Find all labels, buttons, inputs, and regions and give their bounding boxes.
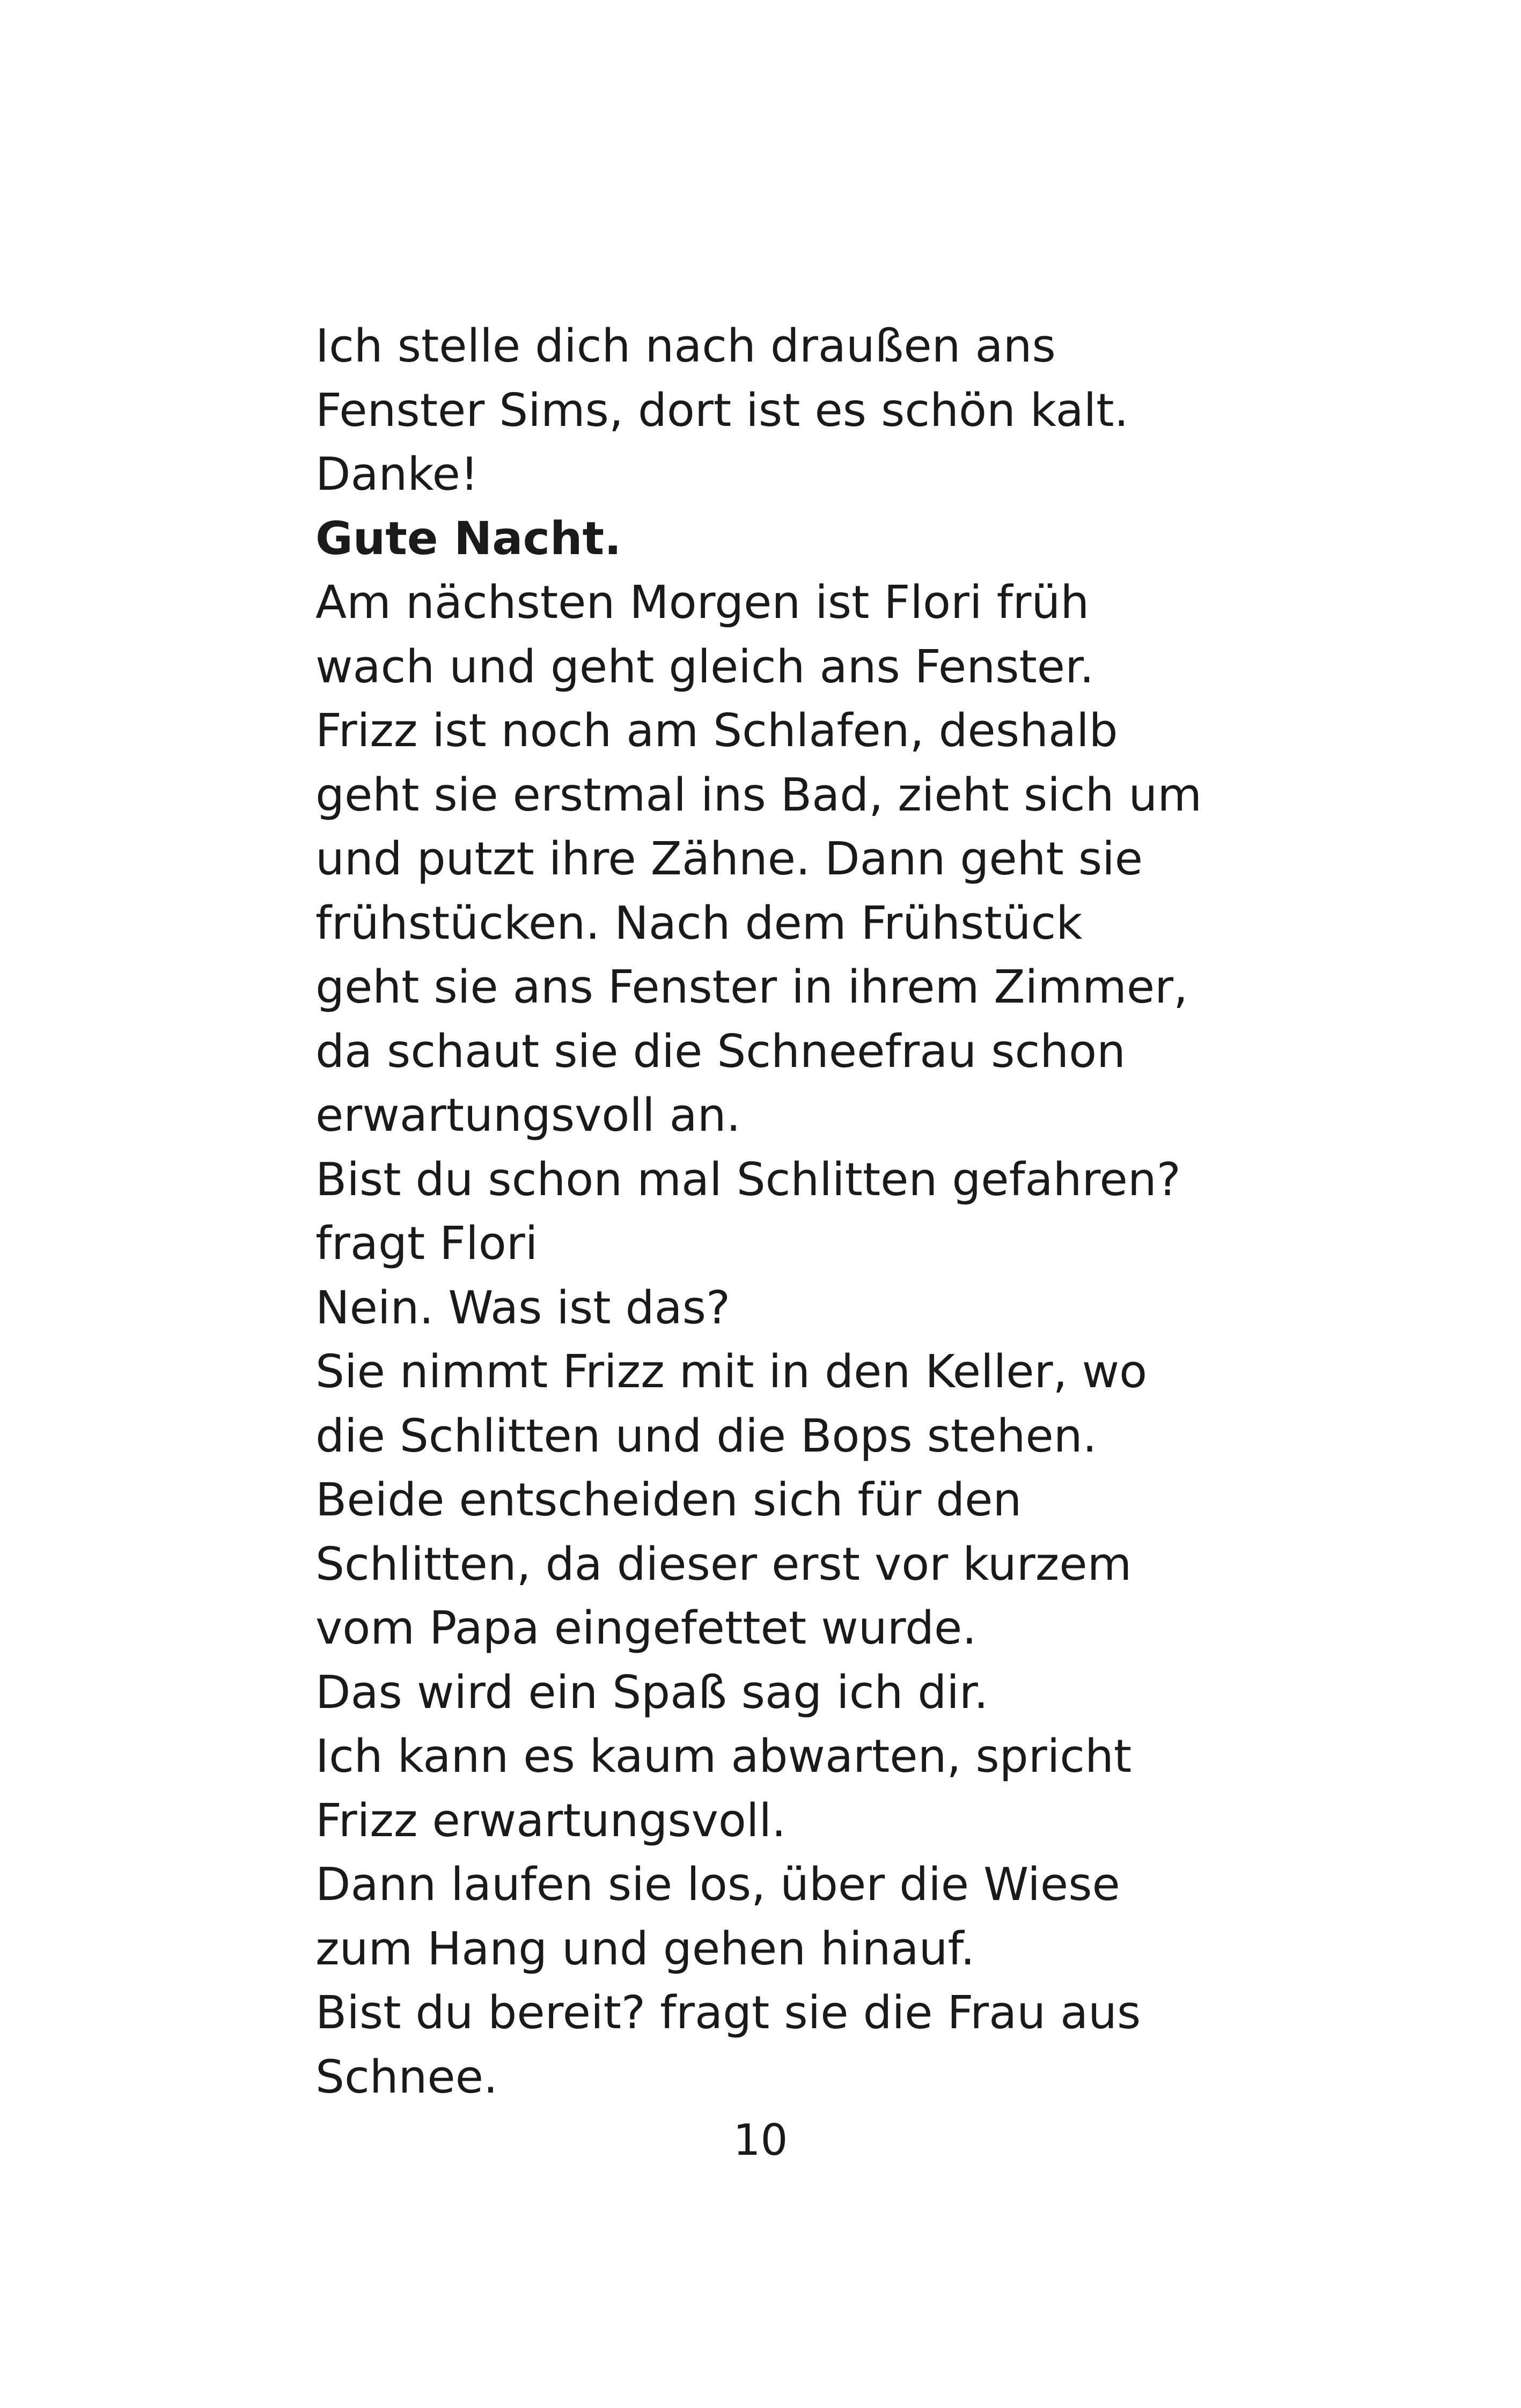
text-line: Sie nimmt Frizz mit in den Keller, wo xyxy=(315,1345,1148,1398)
page-number: 10 xyxy=(733,2115,788,2165)
text-line: Schnee. xyxy=(315,2050,498,2104)
text-line: fragt Flori xyxy=(315,1217,538,1270)
text-line: zum Hang und gehen hinauf. xyxy=(315,1922,975,1976)
text-line: Danke! xyxy=(315,448,479,501)
text-line: Nein. Was ist das? xyxy=(315,1281,731,1335)
text-line: Am nächsten Morgen ist Flori früh xyxy=(315,576,1090,629)
text-line: wach und geht gleich ans Fenster. xyxy=(315,640,1094,694)
text-line: Ich stelle dich nach draußen ans xyxy=(315,320,1056,373)
text-line: Das wird ein Spaß sag ich dir. xyxy=(315,1666,989,1719)
text-line: frühstücken. Nach dem Frühstück xyxy=(315,896,1083,950)
text-line: geht sie ans Fenster in ihrem Zimmer, xyxy=(315,961,1188,1014)
text-line: Bist du bereit? fragt sie die Frau aus xyxy=(315,1986,1141,2039)
text-line: Ich kann es kaum abwarten, spricht xyxy=(315,1730,1132,1783)
text-line: die Schlitten und die Bops stehen. xyxy=(315,1409,1097,1463)
text-line: Beide entscheiden sich für den xyxy=(315,1474,1022,1527)
text-line: Frizz ist noch am Schlafen, deshalb xyxy=(315,704,1118,757)
text-line: vom Papa eingefettet wurde. xyxy=(315,1602,977,1655)
text-line: geht sie erstmal ins Bad, zieht sich um xyxy=(315,768,1202,822)
text-line: Schlitten, da dieser erst vor kurzem xyxy=(315,1537,1132,1591)
text-line: Dann laufen sie los, über die Wiese xyxy=(315,1858,1120,1911)
text-line-heading: Gute Nacht. xyxy=(315,512,622,565)
text-line: und putzt ihre Zähne. Dann geht sie xyxy=(315,833,1143,886)
text-line: Bist du schon mal Schlitten gefahren? xyxy=(315,1153,1181,1206)
text-line: da schaut sie die Schneefrau schon xyxy=(315,1025,1126,1078)
text-line: erwartungsvoll an. xyxy=(315,1089,741,1142)
text-line: Frizz erwartungsvoll. xyxy=(315,1794,787,1847)
story-text xyxy=(315,314,1228,2109)
text-line: Fenster Sims, dort ist es schön kalt. xyxy=(315,384,1129,437)
